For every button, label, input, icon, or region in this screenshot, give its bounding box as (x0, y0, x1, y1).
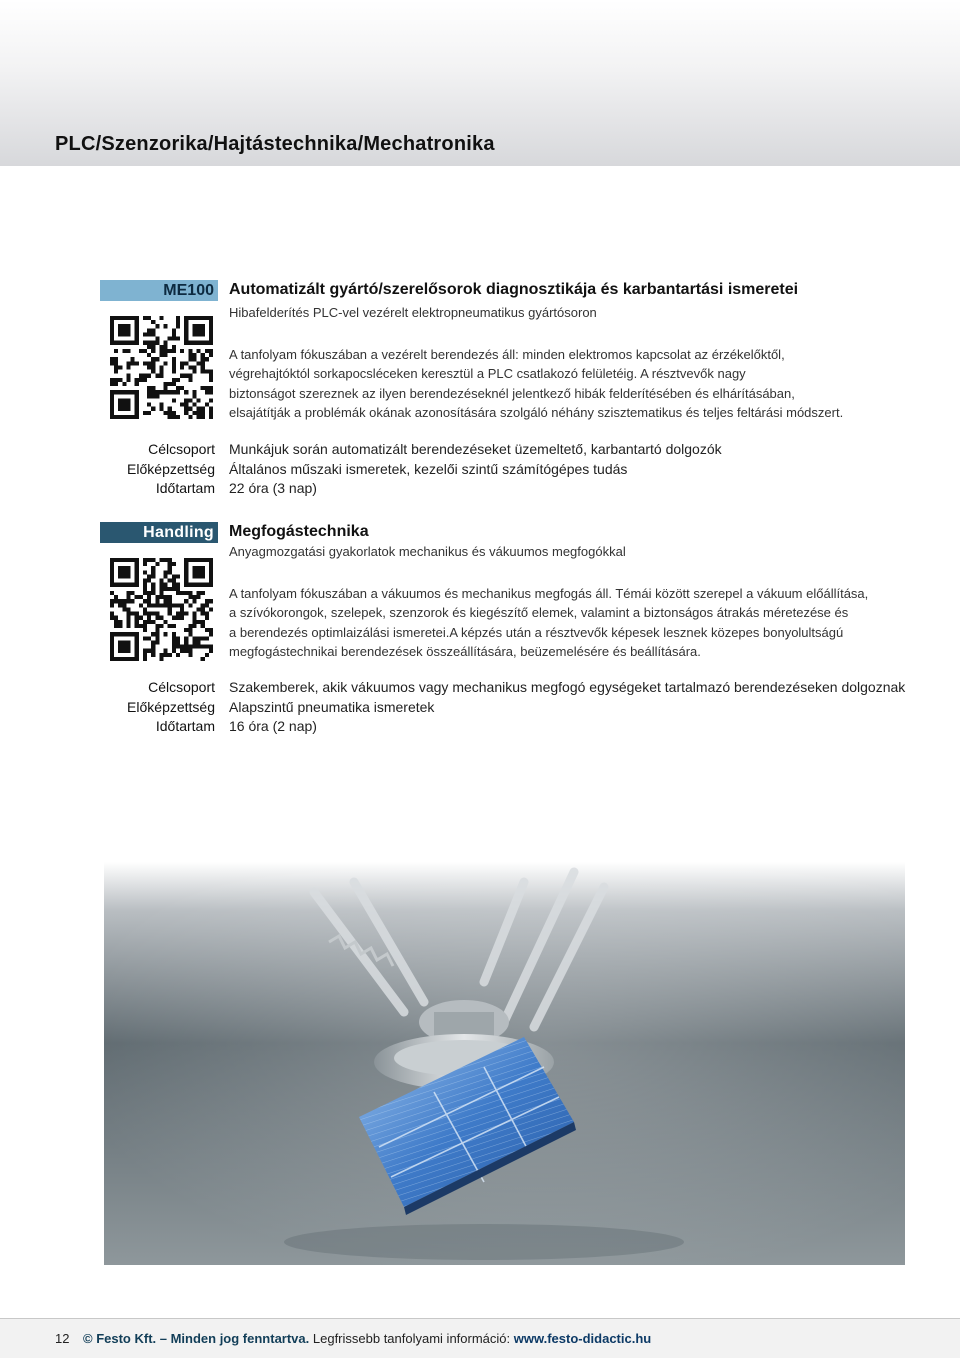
description-line: megfogástechnikai berendezések összeállítására, beüzemelésére és beállítására. (229, 643, 701, 659)
description-line: végrehajtóktól sorkapocsléceken keresztül a PLC csatlakozó felületéig. A résztvevők nagy (229, 366, 746, 382)
value-target-group: Munkájuk során automatizált berendezéseket üzemeltető, karbantartó dolgozók (229, 441, 722, 457)
footer-text (83, 1331, 651, 1346)
value-prerequisites: Általános műszaki ismeretek, kezelői szintű számítógépes tudás (229, 460, 628, 477)
value-prerequisites: Alapszintű pneumatika ismeretek (229, 698, 435, 715)
qr-code-icon[interactable] (110, 558, 213, 661)
course-code-badge: ME100 (100, 280, 218, 301)
label-target-group: Célcsoport (148, 441, 215, 457)
course-description (229, 345, 843, 422)
course-description (229, 584, 868, 661)
course-title: Automatizált gyártó/szerelősorok diagnosztikája és karbantartási ismeretei (229, 281, 799, 298)
value-target-group: Szakemberek, akik vákuumos vagy mechanikus megfogó egységeket tartalmazó berendezéseken dolgoznak (229, 679, 906, 695)
page-title: PLC/Szenzorika/Hajtástechnika/Mechatronika (55, 133, 495, 155)
footer-info: Legfrissebb tanfolyami információ: (309, 1331, 514, 1346)
label-duration: Időtartam (155, 480, 215, 497)
course-info-labels (100, 440, 215, 499)
robot-gripper-photo (104, 862, 905, 1265)
description-line: A tanfolyam fókuszában a vákuumos és mechanikus megfogás áll. Témái között szerepel a vákuum előállítása, (229, 586, 869, 601)
description-line: a szívókorongok, szelepek, szenzorok és kiegészítő elemek, valamint a biztonságos átrakás méretezése és (229, 605, 849, 621)
course-title: Megfogástechnika (229, 523, 369, 540)
course-info-labels (100, 678, 215, 737)
course-info-values (229, 440, 722, 499)
description-line: elsajátítják a problémák okának azonosítására szolgáló néhány szisztematikus és teljes feltárási módszert. (229, 404, 844, 420)
label-prerequisites: Előképzettség (127, 698, 215, 715)
label-prerequisites: Előképzettség (127, 460, 215, 477)
course-code-badge: Handling (100, 522, 218, 543)
qr-code-icon[interactable] (110, 316, 213, 419)
footer-website-link[interactable]: www.festo-didactic.hu (513, 1331, 652, 1346)
footer-copyright: © Festo Kft. – Minden jog fenntartva. (83, 1331, 310, 1346)
description-line: A tanfolyam fókuszában a vezérelt berendezés áll: minden elektromos kapcsolat az érzékelőktől, (229, 347, 785, 362)
course-subtitle: Hibafelderítés PLC-vel vezérelt elektropneumatikus gyártósoron (229, 305, 597, 320)
value-duration: 16 óra (2 nap) (229, 718, 317, 735)
value-duration: 22 óra (3 nap) (229, 480, 317, 497)
label-duration: Időtartam (155, 718, 215, 735)
page-number: 12 (55, 1331, 70, 1346)
description-line: a berendezés optimlaizálási ismeretei.A képzés után a résztvevők képesek lesznek közepes bonyolultságú (229, 624, 844, 640)
page-footer (0, 1319, 960, 1358)
label-target-group: Célcsoport (148, 679, 215, 695)
course-subtitle: Anyagmozgatási gyakorlatok mechanikus és vákuumos megfogókkal (229, 544, 626, 559)
course-info-values (229, 678, 905, 737)
description-line: biztonságot szereznek az ilyen berendezéseknél jelentkező hibák felderítésében és elhárításában, (229, 385, 795, 401)
